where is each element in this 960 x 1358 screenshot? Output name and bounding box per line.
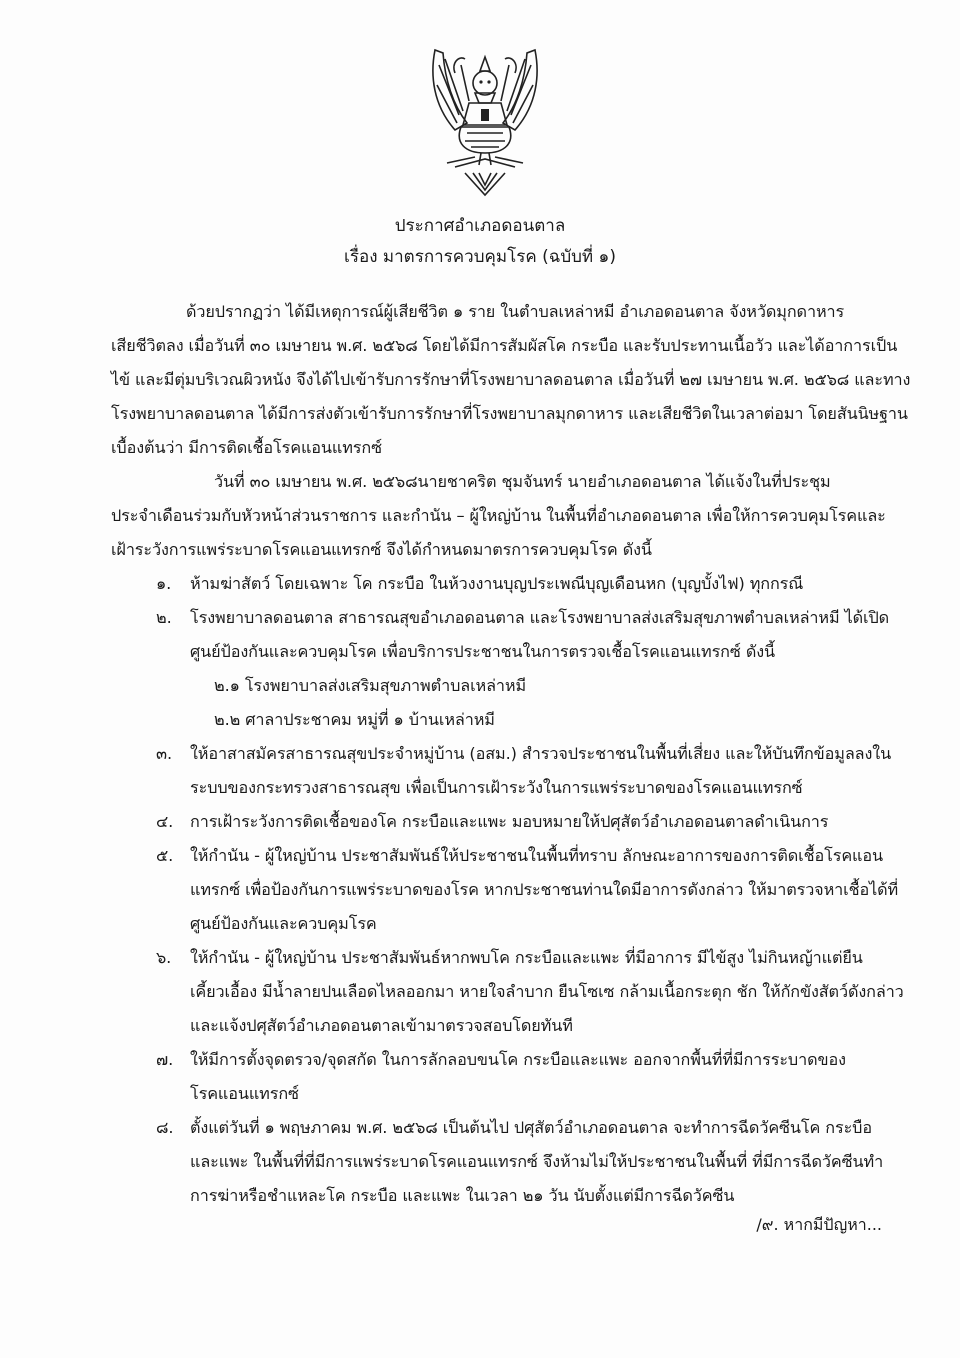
measure-line: โรคแอนแทรกซ์ (190, 1084, 299, 1103)
measure-number: ๒. (156, 608, 172, 627)
paragraph-line: ด้วยปรากฏว่า ได้มีเหตุการณ์ผู้เสียชีวิต ๑ ราย ในตำบลเหล่าหมี อำเภอดอนตาล จังหวัดมุกดาหาร (186, 302, 845, 321)
paragraph-line: โรงพยาบาลดอนตาล ได้มีการส่งตัวเข้ารับการรักษาที่โรงพยาบาลมุกดาหาร และเสียชีวิตในเวลาต่อมา โดยสันนิษฐาน (111, 404, 908, 423)
measure-number: ๑. (156, 574, 172, 593)
measure-subitem: ๒.๑ โรงพยาบาลส่งเสริมสุขภาพตำบลเหล่าหมี (214, 676, 527, 695)
measure-item-4: ๔. การเฝ้าระวังการติดเชื้อของโค กระบือและแพะ มอบหมายให้ปศุสัตว์อำเภอดอนตาลดำเนินการ (156, 810, 828, 834)
measure-line: การฆ่าหรือชำแหละโค กระบือ และแพะ ในเวลา ๒๑ วัน นับตั้งแต่มีการฉีดวัคซีน (190, 1186, 735, 1205)
measure-line: ศูนย์ป้องกันและควบคุมโรค เพื่อบริการประชาชนในการตรวจเชื้อโรคแอนแทรกซ์ ดังนี้ (190, 642, 775, 661)
measure-item-8: ๘. ตั้งแต่วันที่ ๑ พฤษภาคม พ.ศ. ๒๕๖๘ เป็นต้นไป ปศุสัตว์อำเภอดอนตาล จะทำการฉีดวัคซีนโค กระบือ (156, 1116, 872, 1140)
paragraph-line: เฝ้าระวังการแพร่ระบาดโรคแอนแทรกซ์ จึงได้กำหนดมาตรการควบคุมโรค ดังนี้ (111, 540, 652, 559)
announcement-subject: เรื่อง มาตรการควบคุมโรค (ฉบับที่ ๑) (344, 247, 616, 267)
paragraph-line: เบื้องต้นว่า มีการติดเชื้อโรคแอนแทรกซ์ (111, 438, 382, 457)
measure-item-2: ๒. โรงพยาบาลดอนตาล สาธารณสุขอำเภอดอนตาล และโรงพยาบาลส่งเสริมสุขภาพตำบลเหล่าหมี ได้เปิด (156, 606, 889, 630)
paragraph-line: ประจำเดือนร่วมกับหัวหน้าส่วนราชการ และกำนัน – ผู้ใหญ่บ้าน ในพื้นที่อำเภอดอนตาล เพื่อให้การควบคุมโรคและ (111, 506, 886, 525)
measure-line: ศูนย์ป้องกันและควบคุมโรค (190, 914, 377, 933)
measure-item-6: ๖. ให้กำนัน - ผู้ใหญ่บ้าน ประชาสัมพันธ์หากพบโค กระบือและแพะ ที่มีอาการ มีไข้สูง ไม่กินหญ้าแต่ยืน (156, 946, 863, 970)
paragraph-line: ไข้ และมีตุ่มบริเวณผิวหนัง จึงได้ไปเข้ารับการรักษาที่โรงพยาบาลดอนตาล เมื่อวันที่ ๒๗ เมษายน พ.ศ. ๒๕๖๘ และทาง (111, 370, 911, 389)
measure-line: และแจ้งปศุสัตว์อำเภอดอนตาลเข้ามาตรวจสอบโดยทันที (190, 1016, 573, 1035)
measure-number: ๗. (156, 1050, 174, 1069)
measure-number: ๕. (156, 846, 174, 865)
measure-line: ระบบของกระทรวงสาธารณสุข เพื่อเป็นการเฝ้าระวังในการแพร่ระบาดของโรคแอนแทรกซ์ (190, 778, 803, 797)
measure-number: ๓. (156, 744, 173, 763)
measure-subitem: ๒.๒ ศาลาประชาคม หมู่ที่ ๑ บ้านเหล่าหมี (214, 710, 495, 729)
measure-line: แทรกซ์ เพื่อป้องกันการแพร่ระบาดของโรค หากประชาชนท่านใดมีอาการดังกล่าว ให้มาตรวจหาเชื้อได้ที่ (190, 880, 899, 899)
measure-item-7: ๗. ให้มีการตั้งจุดตรวจ/จุดสกัด ในการลักลอบขนโค กระบือและแพะ ออกจากพื้นที่ที่มีการระบาดของ (156, 1048, 846, 1072)
paragraph-line: เสียชีวิตลง เมื่อวันที่ ๓๐ เมษายน พ.ศ. ๒๕๖๘ โดยได้มีการสัมผัสโค กระบือ และรับประทานเนื้อวัว และได้อาการเป็น (111, 336, 898, 355)
measure-item-1: ๑. ห้ามฆ่าสัตว์ โดยเฉพาะ โค กระบือ ในห้วงงานบุญประเพณีบุญเดือนหก (บุญบั้งไฟ) ทุกกรณี (156, 572, 803, 596)
paragraph-line: วันที่ ๓๐ เมษายน พ.ศ. ๒๕๖๘นายชาคริต ชุมจันทร์ นายอำเภอดอนตาล ได้แจ้งในที่ประชุม (214, 472, 831, 491)
garuda-emblem-icon (425, 45, 545, 200)
measure-item-3: ๓. ให้อาสาสมัครสาธารณสุขประจำหมู่บ้าน (อสม.) สำรวจประชาชนในพื้นที่เสี่ยง และให้บันทึกข้อมูลลงใน (156, 742, 891, 766)
page-continuation: /๙. หากมีปัญหา... (756, 1215, 882, 1234)
measure-item-5: ๕. ให้กำนัน - ผู้ใหญ่บ้าน ประชาสัมพันธ์ให้ประชาชนในพื้นที่ทราบ ลักษณะอาการของการติดเชื้อโรคแอน (156, 844, 883, 868)
measure-number: ๖. (156, 948, 172, 967)
measure-number: ๔. (156, 812, 174, 831)
measure-line: และแพะ ในพื้นที่ที่มีการแพร่ระบาดโรคแอนแทรกซ์ จึงห้ามไม่ให้ประชาชนในพื้นที่ ที่มีการฉีดวัคซีนทำ (190, 1152, 884, 1171)
measure-number: ๘. (156, 1118, 174, 1137)
measure-line: เคี้ยวเอื้อง มีน้ำลายปนเลือดไหลออกมา หายใจลำบาก ยืนโซเซ กล้ามเนื้อกระตุก ชัก ให้กักขังสัตว์ดังกล่าว (190, 982, 904, 1001)
announcement-title: ประกาศอำเภอดอนตาล (394, 216, 566, 236)
